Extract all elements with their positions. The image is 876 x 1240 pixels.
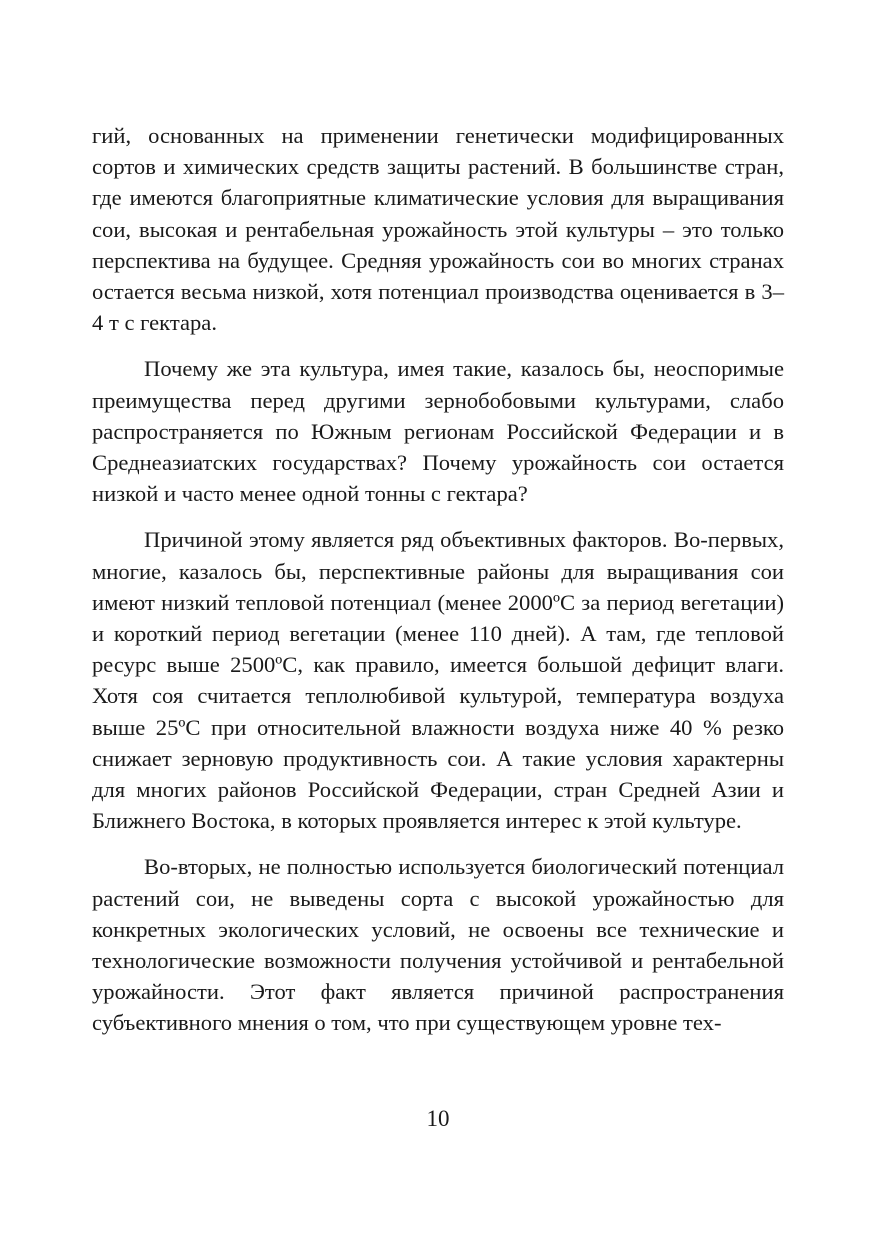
paragraph-2: Почему же эта культура, имея такие, казалось бы, неоспоримые преимущества перед другими зернобобовыми культурами, слабо распространяется по Южным регионам Российской Федерации и в Среднеазиатских государствах? Почему урожайность сои остается низкой и часто менее одной тонны с гектара? bbox=[92, 356, 784, 507]
paragraph-3: Причиной этому является ряд объективных факторов. Во-первых, многие, казалось бы, перспективные районы для выращивания сои имеют низкий тепловой потенциал (менее 2000ºС за период вегетации) и короткий период вегетации (менее 110 дней). А там, где тепловой ресурс выше 2500ºС, как правило, имеется большой дефицит влаги. Хотя соя считается теплолюбивой культурой, температура воздуха выше 25ºС при относительной влажности воздуха ниже 40 % резко снижает зерновую продуктивность сои. А такие условия характерны для многих районов Российской Федерации, стран Средней Азии и Ближнего Востока, в которых проявляется интерес к этой культуре. bbox=[92, 527, 784, 834]
paragraph-4: Во-вторых, не полностью используется биологический потенциал растений сои, не выведены сорта с высокой урожайностью для конкретных экологических условий, не освоены все технические и технологические возможности получения устойчивой и рентабельной урожайности. Этот факт является причиной распространения субъективного мнения о том, что при существующем уровне тех- bbox=[92, 854, 784, 1036]
page-number: 10 bbox=[426, 1106, 450, 1131]
body-text bbox=[92, 120, 784, 1054]
paragraph-1: гий, основанных на применении генетически модифицированных сортов и химических средств защиты растений. В большинстве стран, где имеются благоприятные климатические условия для выращивания сои, высокая и рентабельная урожайность этой культуры – это только перспектива на будущее. Средняя урожайность сои во многих странах остается весьма низкой, хотя потенциал производства оценивается в 3–4 т с гектара. bbox=[92, 123, 784, 336]
